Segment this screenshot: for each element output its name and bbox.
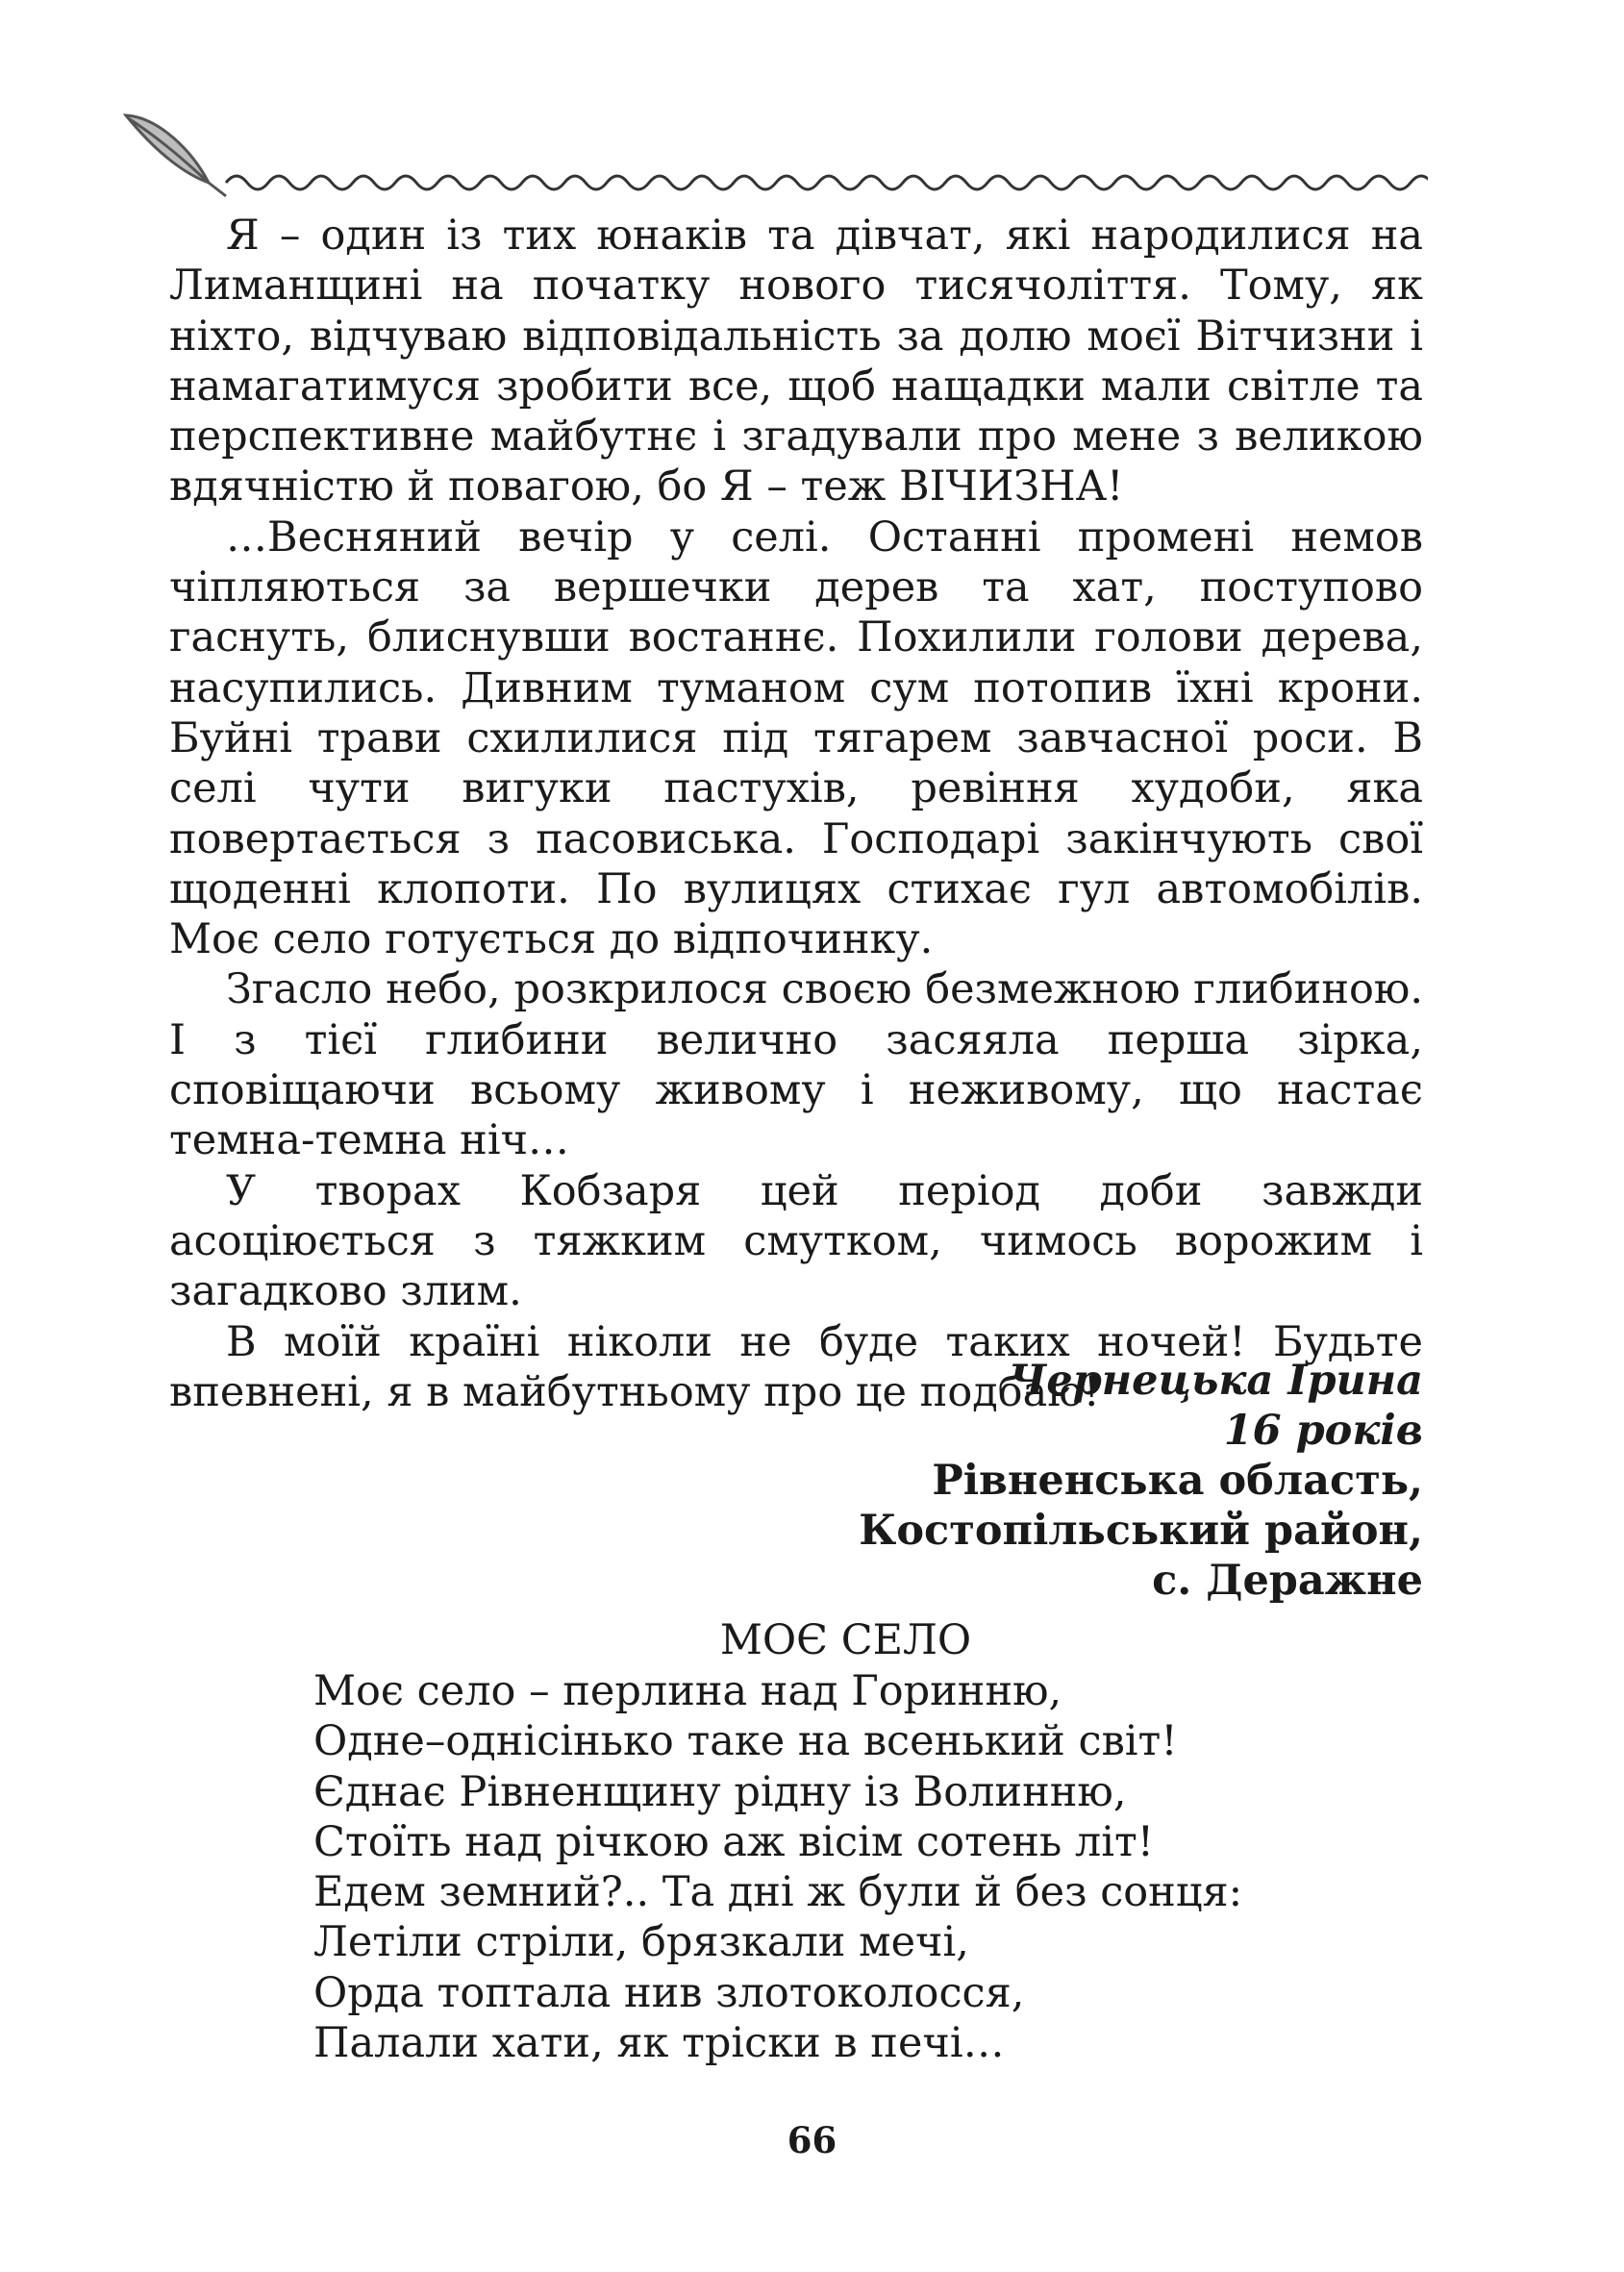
author-signature (859, 1356, 1423, 1606)
paragraph: Я – один із тих юнаків та дівчат, які народилися на Лиманщині на початку нового тисячоліття. Тому, як ніхто, відчуваю відповідальність за долю моєї Вітчизни і намагатимуся зробити все, щоб нащадки мали світле та перспективне майбутнє і згадували про мене з великою вдячністю й повагою, бо Я – теж ВІЧИЗНА! (169, 212, 1423, 512)
feather-quill-icon (120, 108, 1428, 199)
author-district: Костопільський район, (859, 1507, 1423, 1555)
paragraph: Згасло небо, розкрилося своєю безмежною глибиною. І з тієї глибини велично засяяла перша зірка, сповіщаючи всьому живому і неживому, що настає темна-темна ніч… (169, 965, 1423, 1165)
poem-line: Палали хати, як тріски в печі… (313, 2019, 1005, 2068)
paragraph: …Весняний вечір у селі. Останні промені немов чіпляються за вершечки дерев та хат, поступово гаснуть, блиснувши востаннє. Похилили голови дерева, насупились. Дивним туманом сум потопив їхні крони. Буйні трави схилилися під тягарем завчасної роси. В селі чути вигуки пастухів, ревіння худоби, яка повертається з пасовиська. Господарі закінчують свої щоденні клопоти. По вулицях стихає гул автомобілів. Моє село готується до відпочинку. (169, 512, 1423, 964)
poem-line: Моє село – перлина над Горинню, (313, 1667, 1062, 1715)
poem-body (313, 1666, 1242, 2068)
author-region: Рівненська область, (932, 1457, 1423, 1505)
paragraph: В моїй країні ніколи не буде таких ночей! Будьте впевнені, я в майбутньому про це подбаю! (169, 1317, 1423, 1416)
poem-line: Одне–однісінько таке на всенький світ! (313, 1717, 1178, 1766)
wavy-divider (226, 176, 1428, 189)
poem-line: Едем земний?.. Та дні ж були й без сонця: (313, 1868, 1243, 1917)
poem-line: Орда топтала нив злотоколосся, (313, 1968, 1025, 2017)
page-number: 66 (787, 2119, 837, 2161)
poem-line: Єднає Рівненщину рідну із Волинню, (313, 1767, 1127, 1816)
author-age: 16 років (1223, 1407, 1423, 1455)
author-name: Чернецька Ірина (1009, 1357, 1423, 1405)
poem-line: Летіли стріли, брязкали мечі, (313, 1918, 969, 1967)
poem-title: МОЄ СЕЛО (719, 1616, 972, 1664)
prose-body (169, 211, 1423, 1417)
author-village: с. Деражне (1152, 1557, 1423, 1605)
paragraph: У творах Кобзаря цей період доби завжди асоціюється з тяжким смутком, чимось ворожим і загадково злим. (169, 1166, 1423, 1316)
poem-line: Стоїть над річкою аж вісім сотень літ! (313, 1817, 1155, 1866)
